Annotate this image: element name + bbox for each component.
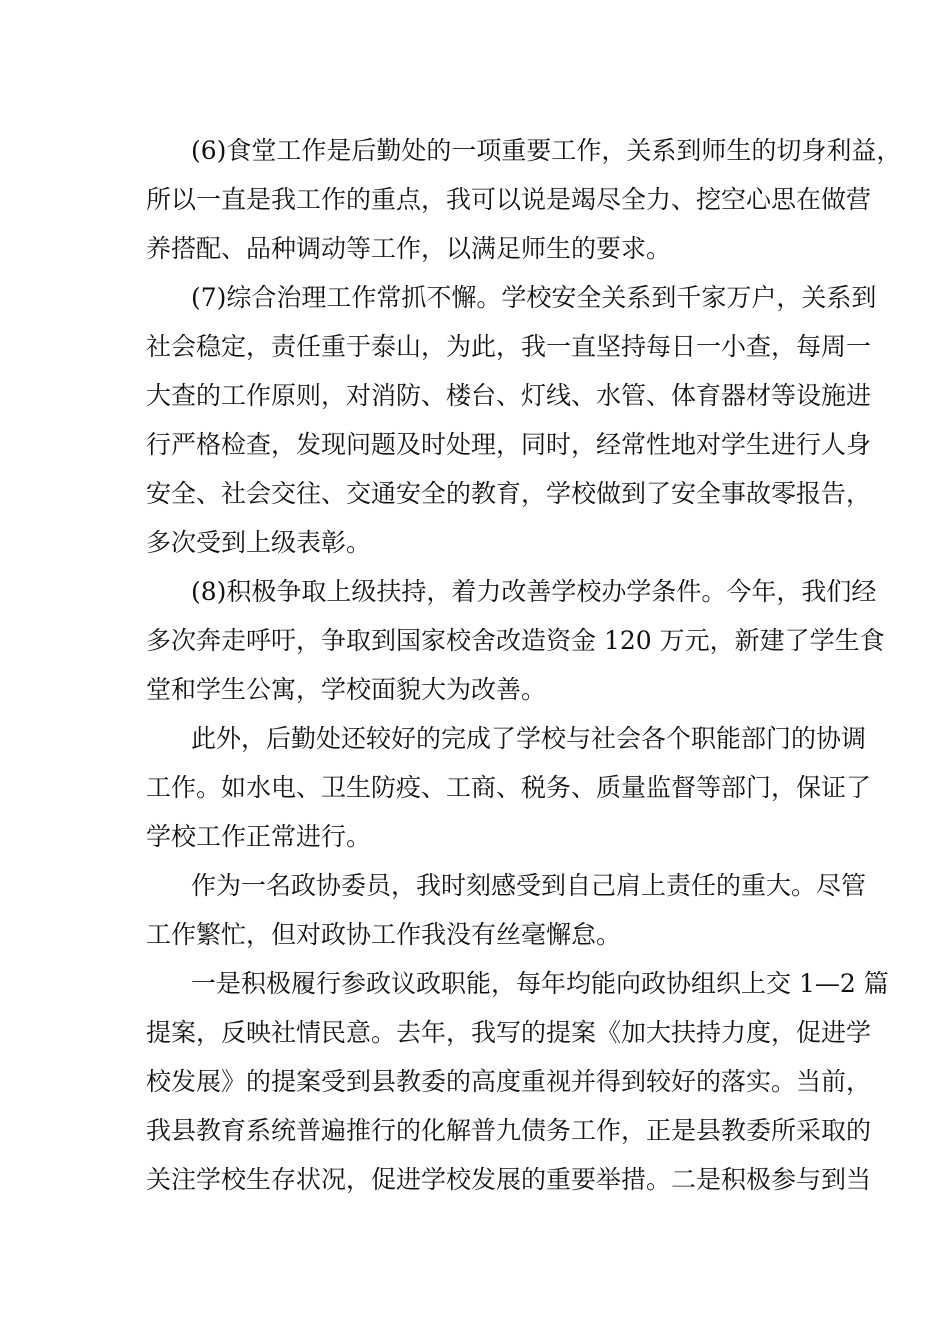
text-line: 关注学校生存状况，促进学校发展的重要举措。二是积极参与到当 xyxy=(146,1165,872,1194)
text-line: (6)食堂工作是后勤处的一项重要工作，关系到师生的切身利益， xyxy=(191,136,902,165)
text-line: (7)综合治理工作常抓不懈。学校安全关系到千家万户，关系到 xyxy=(191,283,877,312)
text-line: 社会稳定，责任重于泰山，为此，我一直坚持每日一小查，每周一 xyxy=(146,332,872,361)
text-line: 作为一名政协委员，我时刻感受到自己肩上责任的重大。尽管 xyxy=(191,871,867,900)
text-line: 堂和学生公寓，学校面貌大为改善。 xyxy=(146,675,547,704)
text-line: 校发展》的提案受到县教委的高度重视并得到较好的落实。当前， xyxy=(146,1067,872,1096)
text-line: 学校工作正常进行。 xyxy=(146,822,372,851)
text-line: 养搭配、品种调动等工作，以满足师生的要求。 xyxy=(146,234,672,263)
text-line: 我县教育系统普遍推行的化解普九债务工作，正是县教委所采取的 xyxy=(146,1116,872,1145)
text-line: 大查的工作原则，对消防、楼台、灯线、水管、体育器材等设施进 xyxy=(146,381,872,410)
text-line: 多次受到上级表彰。 xyxy=(146,528,372,557)
text-line: 工作。如水电、卫生防疫、工商、税务、质量监督等部门，保证了 xyxy=(146,773,872,802)
text-line: 多次奔走呼吁，争取到国家校舍改造资金 120 万元，新建了学生食 xyxy=(146,626,885,655)
text-line: 工作繁忙，但对政协工作我没有丝毫懈怠。 xyxy=(146,920,622,949)
text-line: 提案，反映社情民意。去年，我写的提案《加大扶持力度，促进学 xyxy=(146,1018,872,1047)
text-line: 安全、社会交往、交通安全的教育，学校做到了安全事故零报告， xyxy=(146,479,872,508)
text-line: 此外，后勤处还较好的完成了学校与社会各个职能部门的协调 xyxy=(191,724,867,753)
text-line: 所以一直是我工作的重点，我可以说是竭尽全力、挖空心思在做营 xyxy=(146,185,872,214)
text-line: 行严格检查，发现问题及时处理，同时，经常性地对学生进行人身 xyxy=(146,430,872,459)
text-line: 一是积极履行参政议政职能，每年均能向政协组织上交 1—2 篇 xyxy=(191,969,889,998)
text-line: (8)积极争取上级扶持，着力改善学校办学条件。今年，我们经 xyxy=(191,577,877,606)
